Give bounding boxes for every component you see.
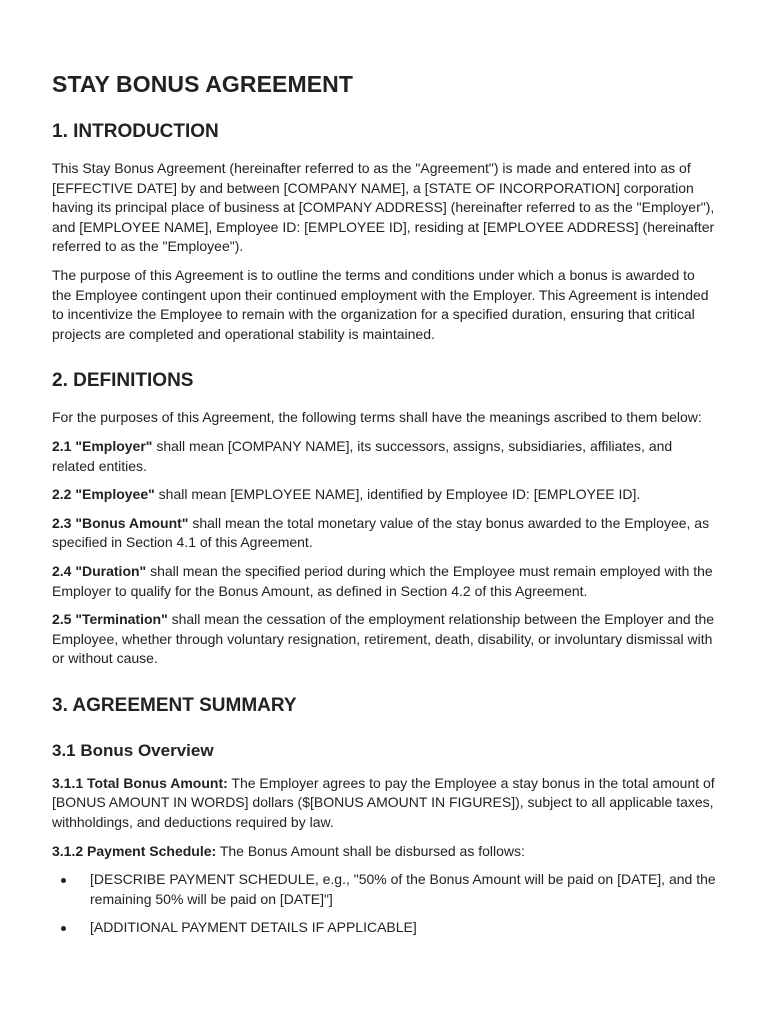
definition-text: shall mean the total monetary value of the stay bonus awarded to the Employee, as specified in Section 4.1 of this Agreement. [52, 514, 710, 551]
list-item-text: [ADDITIONAL PAYMENT DETAILS IF APPLICABLE] [90, 919, 417, 936]
list-item [52, 870, 718, 909]
definition-text: shall mean [COMPANY NAME], its successors, assigns, subsidiaries, affiliates, and related entities. [52, 437, 673, 474]
definition-employee [52, 485, 718, 505]
bullet-icon [61, 878, 66, 883]
bullet-icon [61, 926, 66, 931]
list-item-text: [DESCRIBE PAYMENT SCHEDULE, e.g., "50% of the Bonus Amount will be paid on [DATE], and the remaining 50% will be paid on [DATE]"] [90, 871, 716, 907]
clause-term: 3.1.1 Total Bonus Amount: [52, 774, 228, 791]
payment-schedule-list [52, 870, 718, 938]
list-item [52, 918, 718, 938]
definition-termination [52, 610, 718, 669]
clause-payment-schedule [52, 842, 718, 862]
definition-term: 2.5 "Termination" [52, 611, 168, 628]
definitions-intro: For the purposes of this Agreement, the following terms shall have the meanings ascribed to them below: [52, 409, 702, 426]
introduction-paragraph-1: This Stay Bonus Agreement (hereinafter referred to as the "Agreement") is made and entered into as of [EFFECTIVE DATE] by and between [COMPANY NAME], a [STATE OF INCORPORATION] corporation having its principal place of business at [COMPANY ADDRESS] (hereinafter referred to as the "Employer"), and [EMPLOYEE NAME], Employee ID: [EMPLOYEE ID], residing at [EMPLOYEE ADDRESS] (hereinafter referred to as the "Employee"). [52, 160, 715, 255]
subsection-heading-bonus-overview: 3.1 Bonus Overview [52, 740, 214, 760]
definition-term: 2.3 "Bonus Amount" [52, 514, 189, 531]
definition-term: 2.4 "Duration" [52, 562, 147, 579]
clause-total-bonus-amount [52, 774, 718, 833]
clause-text: The Employer agrees to pay the Employee a stay bonus in the total amount of [BONUS AMOUNT IN WORDS] dollars ($[BONUS AMOUNT IN FIGURES]), subject to all applicable taxes, withholdings, and deductions required by law. [52, 774, 715, 831]
document-title: STAY BONUS AGREEMENT [52, 71, 354, 97]
definition-employer [52, 437, 718, 476]
definition-text: shall mean the specified period during which the Employee must remain employed with the Employer to qualify for the Bonus Amount, as defined in Section 4.2 of this Agreement. [52, 562, 713, 599]
introduction-paragraph-2: The purpose of this Agreement is to outline the terms and conditions under which a bonus is awarded to the Employee contingent upon their continued employment with the Employer. This Agreement is intended to incentivize the Employee to remain with the organization for a specified duration, ensuring that critical projects are completed and operational stability is maintained. [52, 266, 709, 342]
section-heading-definitions: 2. DEFINITIONS [52, 370, 194, 392]
clause-term: 3.1.2 Payment Schedule: [52, 842, 217, 859]
definition-text: shall mean [EMPLOYEE NAME], identified by Employee ID: [EMPLOYEE ID]. [154, 486, 641, 503]
definition-bonus-amount [52, 514, 718, 553]
section-heading-introduction: 1. INTRODUCTION [52, 121, 219, 142]
section-heading-agreement-summary: 3. AGREEMENT SUMMARY [52, 694, 297, 716]
definition-term: 2.2 "Employee" [52, 486, 155, 503]
definition-duration [52, 562, 718, 601]
clause-text: The Bonus Amount shall be disbursed as follows: [216, 842, 525, 859]
definition-term: 2.1 "Employer" [52, 437, 153, 454]
definition-text: shall mean the cessation of the employment relationship between the Employer and the Employee, whether through voluntary resignation, retirement, death, disability, or involuntary dismissal with or without cause. [52, 611, 715, 667]
